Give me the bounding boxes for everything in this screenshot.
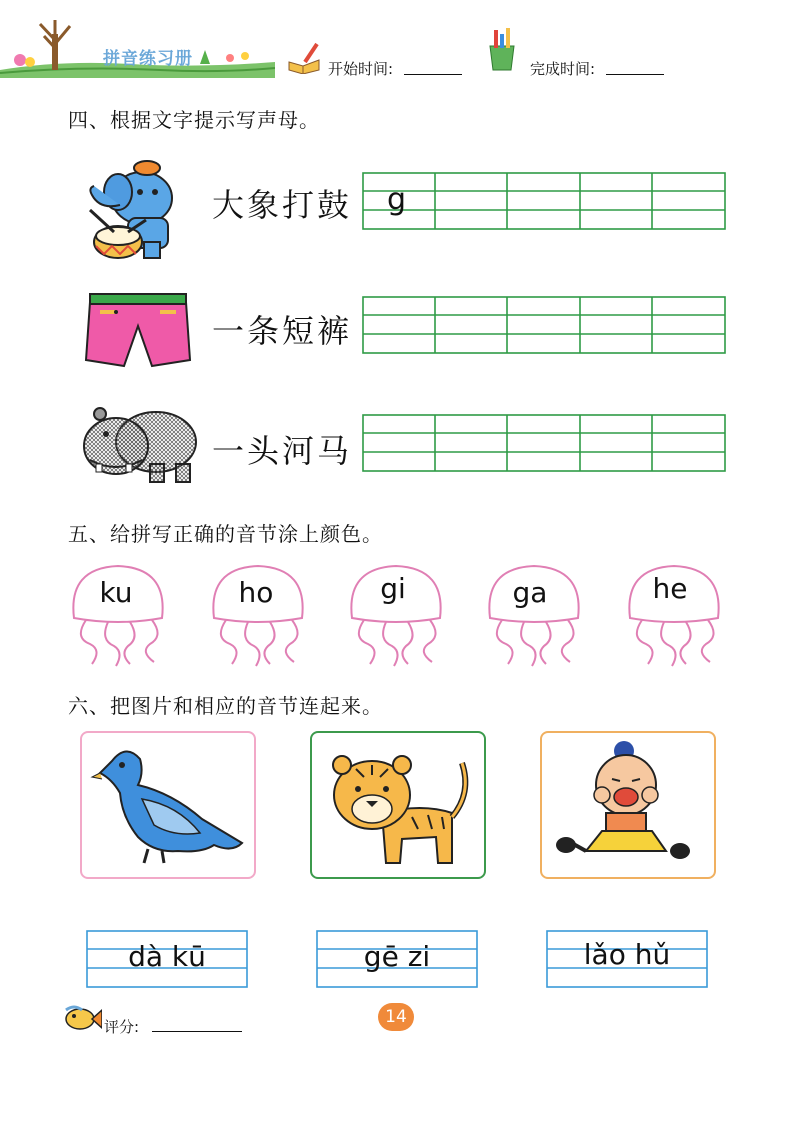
grid-answer-1: g — [387, 182, 407, 217]
section4-title: 四、根据文字提示写声母。 — [68, 108, 320, 132]
pigeon-picture — [82, 733, 254, 877]
score-field[interactable] — [152, 1030, 242, 1032]
picture-frame-crying-child[interactable] — [540, 731, 716, 879]
syllable-5: he — [652, 572, 688, 605]
fish-icon — [62, 1004, 102, 1034]
hippo-picture — [80, 402, 200, 488]
finish-time-field[interactable] — [606, 73, 664, 75]
writing-grid-2[interactable] — [362, 296, 726, 354]
tiger-picture — [312, 733, 484, 877]
writing-grid-3[interactable] — [362, 414, 726, 472]
phrase-3: 一头河马 — [212, 432, 353, 470]
score-label: 评分: — [104, 1018, 140, 1036]
book-title: 拼音练习册 — [103, 49, 193, 69]
finish-time-label: 完成时间: — [530, 60, 596, 78]
crying-child-picture — [542, 733, 714, 877]
writing-grid-1[interactable] — [362, 172, 726, 230]
shorts-picture — [82, 290, 194, 370]
book-pencil-icon — [287, 40, 321, 74]
section6-title: 六、把图片和相应的音节连起来。 — [68, 694, 383, 718]
syllable-1: ku — [99, 576, 133, 609]
picture-frame-pigeon[interactable] — [80, 731, 256, 879]
elephant-drum-picture — [80, 150, 190, 265]
syllable-3: gi — [380, 572, 406, 605]
phrase-2: 一条短裤 — [212, 312, 353, 350]
start-time-field[interactable] — [404, 73, 462, 75]
phrase-1: 大象打鼓 — [212, 186, 353, 224]
syllable-4: ga — [512, 576, 548, 609]
section5-title: 五、给拼写正确的音节涂上颜色。 — [68, 522, 383, 546]
syllable-2: ho — [238, 576, 274, 609]
answer-3: lǎo hǔ — [583, 938, 671, 971]
answer-1: dà kū — [128, 940, 206, 973]
pencil-cup-icon — [484, 28, 520, 72]
picture-frame-tiger[interactable] — [310, 731, 486, 879]
start-time-label: 开始时间: — [328, 60, 394, 78]
answer-2: gē zi — [363, 940, 431, 973]
page-number: 14 — [378, 1003, 414, 1031]
